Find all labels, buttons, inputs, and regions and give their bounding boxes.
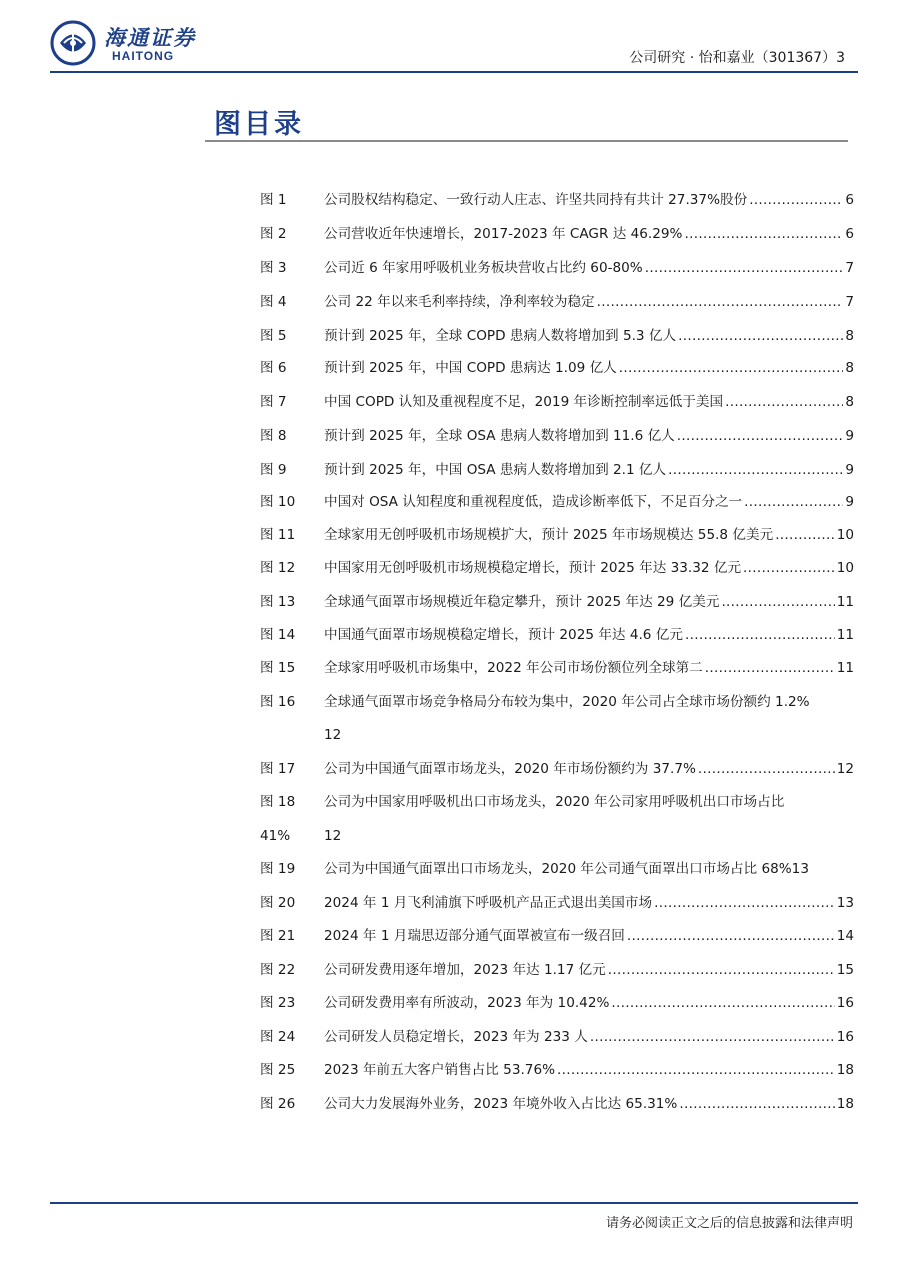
toc-number: 图 1 <box>260 192 287 208</box>
toc-title: 预计到 2025 年，全球 COPD 患病人数将增加到 5.3 亿人 <box>324 328 677 344</box>
toc-number: 图 7 <box>260 394 287 410</box>
toc-number: 图 9 <box>260 462 287 478</box>
toc-number: 图 3 <box>260 260 287 276</box>
toc-title: 公司为中国家用呼吸机出口市场龙头，2020 年公司家用呼吸机出口市场占比 <box>324 794 785 810</box>
toc-leader <box>557 1059 835 1081</box>
toc-number: 图 13 <box>260 594 296 610</box>
toc-page: 11 <box>836 660 854 676</box>
toc-page: 9 <box>845 428 854 444</box>
toc-number: 图 26 <box>260 1096 296 1112</box>
toc-leader <box>597 291 844 313</box>
footer-disclaimer: 请务必阅读正文之后的信息披露和法律声明 <box>605 1216 853 1231</box>
toc-number: 图 25 <box>260 1062 296 1078</box>
toc-page[interactable]: 12 <box>324 828 342 844</box>
toc-row[interactable] <box>260 791 854 813</box>
toc-leader <box>677 425 844 447</box>
toc-row[interactable] <box>260 189 854 211</box>
toc-number: 图 11 <box>260 527 296 543</box>
toc-number: 图 15 <box>260 660 296 676</box>
toc-row[interactable] <box>260 491 854 513</box>
toc-title: 公司大力发展海外业务，2023 年境外收入占比达 65.31% <box>324 1096 678 1112</box>
toc-number: 图 24 <box>260 1029 296 1045</box>
toc-row[interactable] <box>260 959 854 981</box>
toc-number: 图 10 <box>260 494 296 510</box>
haitong-logo-icon <box>50 20 96 66</box>
toc-page: 7 <box>845 260 854 276</box>
toc-page: 7 <box>845 294 854 310</box>
toc-page: 11 <box>836 627 854 643</box>
toc-title: 中国家用无创呼吸机市场规模稳定增长，预计 2025 年达 33.32 亿元 <box>324 560 742 576</box>
toc-title: 中国通气面罩市场规模稳定增长，预计 2025 年达 4.6 亿元 <box>324 627 683 643</box>
toc-title: 预计到 2025 年，中国 OSA 患病人数将增加到 2.1 亿人 <box>324 462 667 478</box>
toc-row[interactable] <box>260 657 854 679</box>
toc-page: 8 <box>845 360 854 376</box>
title-divider <box>205 140 848 142</box>
toc-row[interactable] <box>260 624 854 646</box>
toc-row[interactable] <box>260 325 854 347</box>
toc-title: 公司 22 年以来毛利率持续，净利率较为稳定 <box>324 294 595 310</box>
toc-leader <box>668 459 843 481</box>
toc-row[interactable] <box>260 1093 854 1115</box>
toc-leader <box>627 925 835 947</box>
toc-page: 16 <box>836 1029 854 1045</box>
toc-leader <box>705 657 835 679</box>
toc-title: 预计到 2025 年，全球 OSA 患病人数将增加到 11.6 亿人 <box>324 428 675 444</box>
toc-number: 图 17 <box>260 761 296 777</box>
toc-number: 图 21 <box>260 928 296 944</box>
toc-title: 中国 COPD 认知及重视程度不足，2019 年诊断控制率远低于美国 <box>324 394 724 410</box>
toc-title: 公司研发费用率有所波动，2023 年为 10.42% <box>324 995 610 1011</box>
toc-number: 图 18 <box>260 794 296 810</box>
toc-leader <box>685 624 835 646</box>
toc-title: 公司为中国通气面罩市场龙头，2020 年市场份额约为 37.7% <box>324 761 696 777</box>
toc-title: 公司为中国通气面罩出口市场龙头，2020 年公司通气面罩出口市场占比 68% <box>324 861 792 877</box>
toc-number: 图 6 <box>260 360 287 376</box>
toc-leader <box>590 1026 835 1048</box>
toc-title: 全球家用无创呼吸机市场规模扩大，预计 2025 年市场规模达 55.8 亿美元 <box>324 527 774 543</box>
toc-title: 2023 年前五大客户销售占比 53.76% <box>324 1062 556 1078</box>
toc-row[interactable] <box>260 925 854 947</box>
header-report-info: 公司研究 · 怡和嘉业（301367）3 <box>629 50 845 66</box>
toc-leader <box>775 524 835 546</box>
toc-row[interactable] <box>260 291 854 313</box>
toc-page: 6 <box>845 226 854 242</box>
page-title: 图目录 <box>214 109 304 140</box>
toc-page: 10 <box>836 527 854 543</box>
toc-row[interactable] <box>260 425 854 447</box>
toc-leader <box>619 357 844 379</box>
toc-number: 图 16 <box>260 694 296 710</box>
toc-row[interactable] <box>260 391 854 413</box>
toc-number: 图 8 <box>260 428 287 444</box>
toc-title: 2024 年 1 月飞利浦旗下呼吸机产品正式退出美国市场 <box>324 895 653 911</box>
toc-page: 13 <box>836 895 854 911</box>
toc-number: 图 12 <box>260 560 296 576</box>
toc-leader <box>698 758 835 780</box>
toc-leader <box>684 223 843 245</box>
toc-page: 6 <box>845 192 854 208</box>
toc-row[interactable] <box>260 992 854 1014</box>
footer-divider <box>50 1202 858 1204</box>
header-divider <box>50 71 858 73</box>
toc-title: 公司研发人员稳定增长，2023 年为 233 人 <box>324 1029 588 1045</box>
toc-page: 16 <box>836 995 854 1011</box>
toc-row[interactable] <box>260 691 854 713</box>
toc-leader <box>645 257 844 279</box>
toc-row[interactable] <box>260 1026 854 1048</box>
toc-leader <box>654 892 835 914</box>
toc-page[interactable]: 12 <box>324 727 342 743</box>
toc-page: 14 <box>836 928 854 944</box>
toc-title: 公司研发费用逐年增加，2023 年达 1.17 亿元 <box>324 962 606 978</box>
haitong-logo <box>50 20 210 68</box>
logo-text-en: HAITONG <box>112 49 175 63</box>
toc-leader <box>744 491 843 513</box>
toc-page: 10 <box>836 560 854 576</box>
toc-row[interactable] <box>260 524 854 546</box>
toc-leader <box>678 325 843 347</box>
toc-number: 图 23 <box>260 995 296 1011</box>
toc-row[interactable] <box>260 758 854 780</box>
toc-leader <box>749 189 843 211</box>
toc-row[interactable] <box>260 591 854 613</box>
toc-row[interactable] <box>260 858 854 880</box>
toc-page: 8 <box>845 394 854 410</box>
toc-page: 9 <box>845 494 854 510</box>
toc-page: 13 <box>791 861 809 877</box>
toc-number: 图 22 <box>260 962 296 978</box>
toc-page: 15 <box>836 962 854 978</box>
toc-number: 图 14 <box>260 627 296 643</box>
toc-title: 全球通气面罩市场竞争格局分布较为集中，2020 年公司占全球市场份额约 1.2% <box>324 694 810 710</box>
toc-page: 12 <box>836 761 854 777</box>
toc-title: 公司近 6 年家用呼吸机业务板块营收占比约 60-80% <box>324 260 643 276</box>
toc-number: 图 5 <box>260 328 287 344</box>
toc-number: 图 19 <box>260 861 296 877</box>
toc-row[interactable] <box>260 459 854 481</box>
toc-page: 11 <box>836 594 854 610</box>
toc-title: 2024 年 1 月瑞思迈部分通气面罩被宣布一级召回 <box>324 928 625 944</box>
toc-title: 公司股权结构稳定、一致行动人庄志、许坚共同持有共计 27.37%股份 <box>324 192 748 208</box>
toc-row[interactable] <box>260 357 854 379</box>
toc-leader <box>679 1093 834 1115</box>
toc-page: 8 <box>845 328 854 344</box>
toc-page: 18 <box>836 1096 854 1112</box>
toc-title: 全球家用呼吸机市场集中，2022 年公司市场份额位列全球第二 <box>324 660 703 676</box>
toc-row[interactable] <box>260 557 854 579</box>
toc-page: 9 <box>845 462 854 478</box>
toc-title: 中国对 OSA 认知程度和重视程度低，造成诊断率低下，不足百分之一 <box>324 494 743 510</box>
toc-title: 预计到 2025 年，中国 COPD 患病达 1.09 亿人 <box>324 360 617 376</box>
toc-row[interactable] <box>260 257 854 279</box>
toc-page: 18 <box>836 1062 854 1078</box>
toc-title-continued: 41% <box>260 828 291 844</box>
toc-leader <box>721 591 834 613</box>
toc-number: 图 2 <box>260 226 287 242</box>
toc-leader <box>611 992 834 1014</box>
logo-text-cn: 海通证券 <box>104 25 196 50</box>
toc-row[interactable] <box>260 223 854 245</box>
toc-number: 图 20 <box>260 895 296 911</box>
toc-number: 图 4 <box>260 294 287 310</box>
toc-row[interactable] <box>260 892 854 914</box>
toc-title: 全球通气面罩市场规模近年稳定攀升，预计 2025 年达 29 亿美元 <box>324 594 720 610</box>
toc-row[interactable] <box>260 1059 854 1081</box>
toc-title: 公司营收近年快速增长，2017-2023 年 CAGR 达 46.29% <box>324 226 683 242</box>
toc-leader <box>725 391 843 413</box>
toc-leader <box>743 557 835 579</box>
toc-leader <box>608 959 835 981</box>
